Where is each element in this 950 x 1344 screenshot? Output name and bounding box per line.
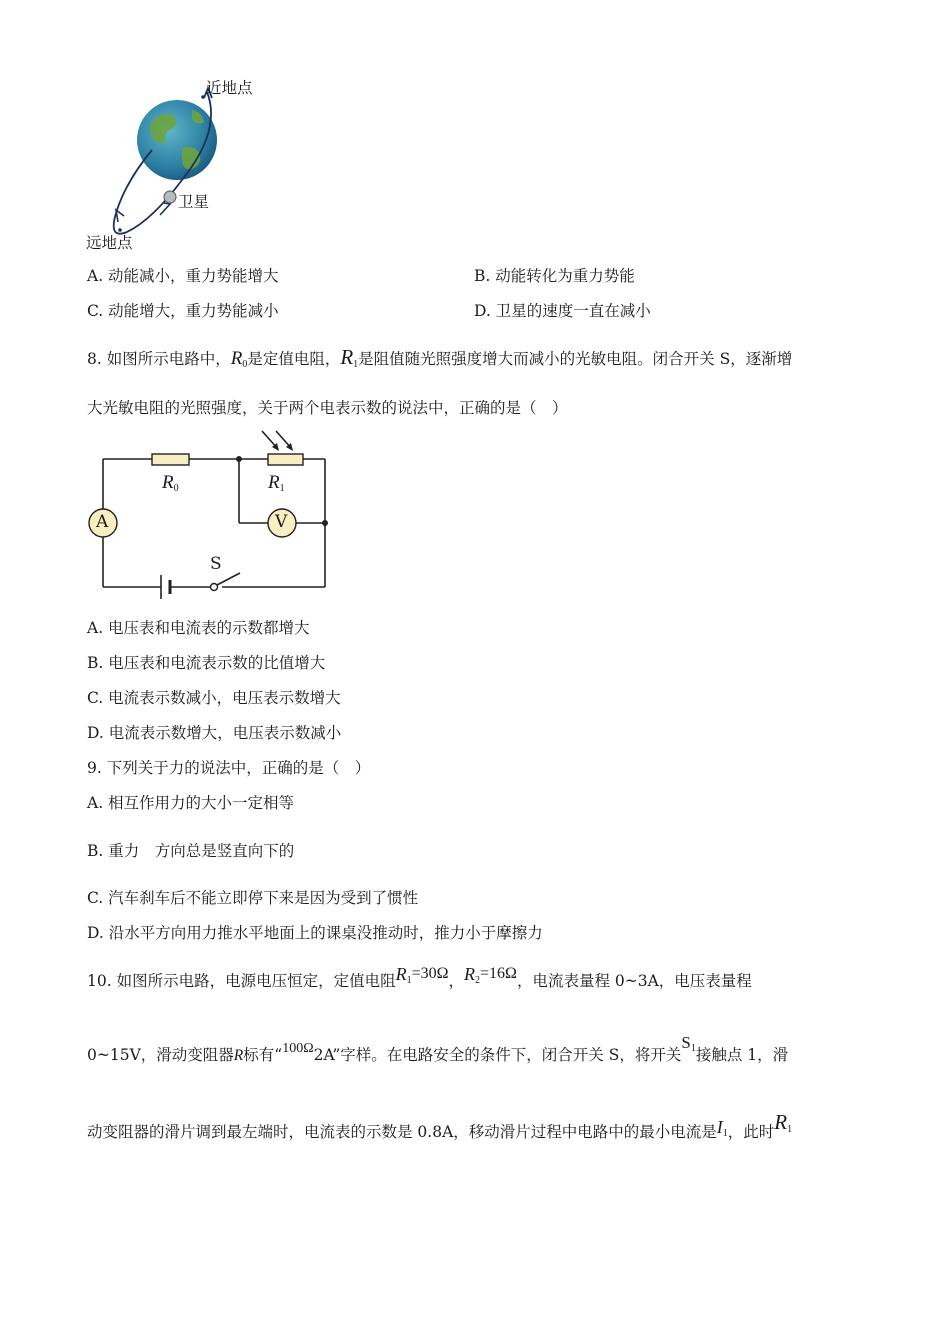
q8-option-b: B. 电压表和电流表示数的比值增大 — [87, 654, 326, 672]
q7-option-d: D. 卫星的速度一直在减小 — [474, 302, 651, 320]
resistor-r1 — [268, 454, 303, 465]
q10-spec: 100Ω — [282, 1041, 314, 1056]
q10-r1-value: =30Ω — [411, 965, 449, 982]
q9-option-d: D. 沿水平方向用力推水平地面上的课桌没推动时，推力小于摩擦力 — [87, 924, 543, 942]
q8-option-c: C. 电流表示数减小，电压表示数增大 — [87, 689, 341, 707]
satellite-label: 卫星 — [178, 193, 210, 211]
r1-symbol: $R_1$ — [340, 345, 359, 370]
switch-label: S — [210, 554, 222, 574]
q9-option-b: B. 重力 方向总是竖直向下的 — [87, 842, 295, 860]
q10-line1: 10. 如图所示电路，电源电压恒定，定值电阻$R_1=30\Omega$，$R_2=16\Omega$，电流表量程 0~3A，电压表量程 — [87, 964, 752, 990]
q10-s1-symbol: $S_1$ — [681, 1033, 696, 1054]
apogee-label: 远地点 — [86, 234, 133, 252]
q8-option-a: A. 电压表和电流表的示数都增大 — [87, 619, 310, 637]
q10-r2-value: =16Ω — [480, 965, 517, 982]
q8-circuit — [82, 425, 342, 605]
q10-line3: 动变阻器的滑片调到最左端时，电流表的示数是 0.8A，移动滑片过程中电路中的最小电流是$I_1$，此时$R_1$ — [87, 1110, 793, 1141]
switch-icon — [211, 584, 218, 591]
q9-stem: 9. 下列关于力的说法中，正确的是（ ） — [87, 759, 371, 777]
orbit-figure — [82, 70, 282, 260]
resistor-r0 — [152, 454, 189, 465]
q7-option-b: B. 动能转化为重力势能 — [474, 267, 635, 285]
q8-stem-line1: 8. 如图所示电路中，$R_0$是定值电阻，$R_1$是阻值随光照强度增大而减小的光敏电阻。闭合开关 S，逐渐增 — [87, 345, 793, 370]
voltmeter-label: V — [275, 512, 288, 532]
q10-r2-symbol: $R_2$ — [464, 964, 481, 986]
perigee-label: 近地点 — [206, 79, 253, 97]
r0-symbol: $R_0$ — [230, 348, 248, 370]
circuit-diagram — [82, 425, 342, 605]
q8-stem-line2: 大光敏电阻的光照强度，关于两个电表示数的说法中，正确的是（ ） — [87, 399, 568, 417]
q10-r1b-symbol: $R_1$ — [774, 1110, 793, 1135]
q7-option-a: A. 动能减小，重力势能增大 — [87, 267, 279, 285]
q8-option-d: D. 电流表示数增大，电压表示数减小 — [87, 724, 342, 742]
circuit-r0-label: $R_0$ — [162, 472, 179, 494]
q7-option-c: C. 动能增大，重力势能减小 — [87, 302, 279, 320]
ammeter-label: A — [96, 512, 109, 532]
satellite-icon — [164, 191, 176, 203]
q9-option-c: C. 汽车刹车后不能立即停下来是因为受到了惯性 — [87, 889, 419, 907]
q10-r1-symbol: $R_1$ — [395, 964, 412, 986]
q10-line2: 0~15V，滑动变阻器R标有“100Ω2A”字样。在电路安全的条件下，闭合开关 S，将开关$S_1$接触点 1，滑 — [87, 1033, 789, 1064]
q9-option-a: A. 相互作用力的大小一定相等 — [87, 794, 295, 812]
circuit-r1-label: $R_1$ — [268, 472, 285, 494]
q10-i1-symbol: $I_1$ — [716, 1117, 728, 1139]
